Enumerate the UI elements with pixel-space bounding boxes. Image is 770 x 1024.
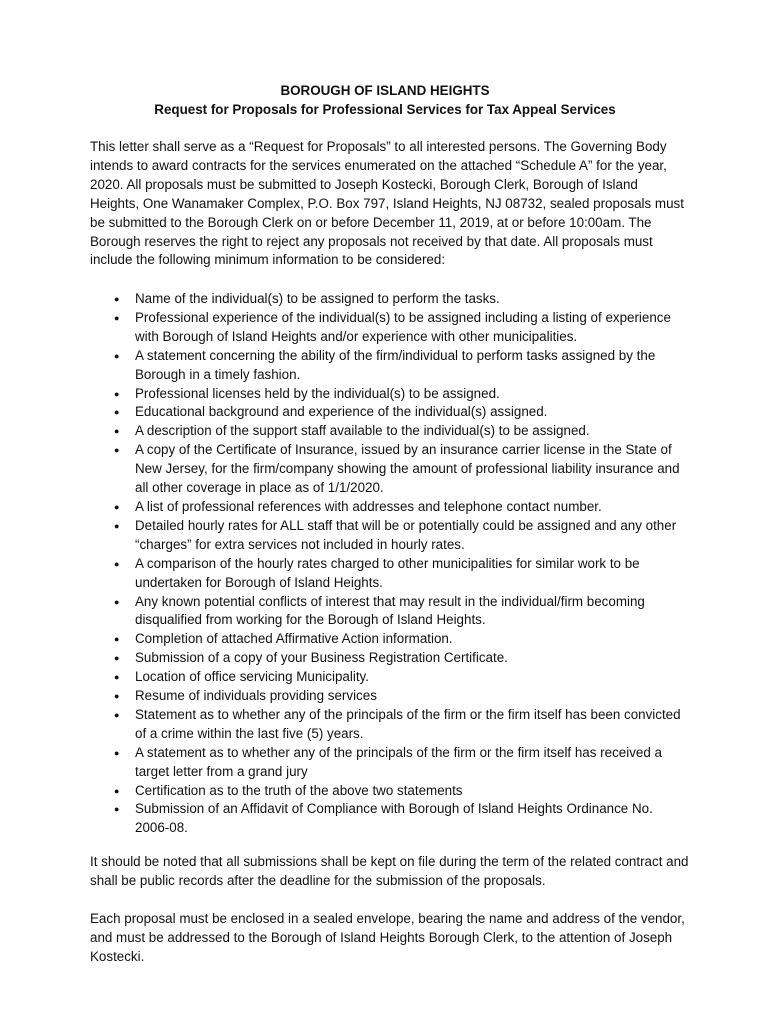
- list-item: [90, 668, 690, 687]
- list-item-text: Certification as to the truth of the above two statements: [135, 782, 463, 798]
- list-item: [90, 630, 690, 649]
- list-item-text: A list of professional references with addresses and telephone contact number.: [135, 498, 602, 514]
- bullet-icon: ●: [114, 804, 120, 815]
- bullet-icon: ●: [114, 709, 120, 720]
- list-item-text: Location of office servicing Municipality.: [135, 669, 369, 685]
- list-item: [90, 309, 690, 347]
- bullet-icon: ●: [114, 294, 120, 304]
- bullet-icon: ●: [114, 785, 120, 796]
- list-item-text: Completion of attached Affirmative Action information.: [135, 631, 453, 647]
- list-item: [90, 649, 690, 668]
- list-item: [90, 403, 690, 422]
- list-item: [90, 593, 690, 631]
- intro-paragraph: This letter shall serve as a “Request for Proposals” to all interested persons. The Governing Body intends to award contracts for the services enumerated on the attached “Schedule A” for the year, 2020. All proposals must be submitted to Joseph Kostecki, Borough Clerk, Borough of Island Heights, One Wanamaker Complex, P.O. Box 797, Island Heights, NJ 08732, sealed proposals must be submitted to the Borough Clerk on or before December 11, 2019, at or before 10:00am. The Borough reserves the right to reject any proposals not received by that date. All proposals must include the following minimum information to be considered:: [90, 139, 684, 268]
- list-item: [90, 555, 690, 593]
- list-item: [90, 347, 690, 385]
- bullet-icon: ●: [114, 653, 120, 664]
- list-item-text: Resume of individuals providing services: [135, 688, 377, 704]
- list-item-text: Professional experience of the individual(s) to be assigned including a listing of experience with Borough of Island Heights and/or experience with other municipalities.: [135, 309, 671, 344]
- bullet-icon: ●: [114, 445, 120, 456]
- list-item-text: Professional licenses held by the individual(s) to be assigned.: [135, 385, 500, 401]
- bullet-icon: ●: [114, 426, 120, 437]
- list-item-text: Detailed hourly rates for ALL staff that will be or potentially could be assigned and any other “charges” for extra services not included in hourly rates.: [135, 517, 677, 552]
- bullet-icon: ●: [114, 520, 120, 531]
- list-item-text: A comparison of the hourly rates charged to other municipalities for similar work to be undertaken for Borough of Island Heights.: [135, 555, 640, 590]
- list-item-text: A copy of the Certificate of Insurance, issued by an insurance carrier license in the State of New Jersey, for the firm/company showing the amount of professional liability insurance and all other coverage in place as of 1/1/2020.: [135, 442, 680, 496]
- list-item: [90, 744, 690, 782]
- bullet-icon: ●: [114, 672, 120, 683]
- bullet-icon: ●: [114, 596, 120, 607]
- bullet-icon: ●: [114, 501, 120, 512]
- bullet-icon: ●: [114, 634, 120, 645]
- list-item: [90, 517, 690, 555]
- bullet-icon: ●: [114, 388, 120, 399]
- list-item-text: A statement as to whether any of the principals of the firm or the firm itself has received a target letter from a grand jury: [135, 744, 662, 779]
- document-title: BOROUGH OF ISLAND HEIGHTS: [280, 83, 490, 98]
- list-item: [90, 385, 690, 404]
- bullet-icon: ●: [114, 407, 120, 418]
- bullet-icon: ●: [114, 312, 120, 323]
- list-item-text: Educational background and experience of the individual(s) assigned.: [135, 404, 548, 420]
- list-item: [90, 706, 690, 744]
- requirements-list: [90, 290, 690, 838]
- list-item-text: Name of the individual(s) to be assigned to perform the tasks.: [135, 291, 500, 306]
- list-item-text: Any known potential conflicts of interest that may result in the individual/firm becoming disqualified from working for the Borough of Island Heights.: [135, 593, 645, 628]
- bullet-icon: ●: [114, 691, 120, 702]
- bullet-icon: ●: [114, 558, 120, 569]
- list-item: [90, 441, 690, 498]
- bullet-icon: ●: [114, 350, 120, 361]
- records-note-paragraph: It should be noted that all submissions shall be kept on file during the term of the related contract and shall be public records after the deadline for the submission of the proposals.: [90, 854, 689, 888]
- list-item: [90, 422, 690, 441]
- list-item-text: Submission of a copy of your Business Registration Certificate.: [135, 650, 508, 666]
- list-item-text: A statement concerning the ability of the firm/individual to perform tasks assigned by the Borough in a timely fashion.: [135, 347, 656, 382]
- list-item-text: Submission of an Affidavit of Compliance with Borough of Island Heights Ordinance No. 2006-08.: [135, 801, 653, 836]
- document-subtitle: Request for Proposals for Professional Services for Tax Appeal Services: [154, 102, 616, 117]
- list-item: [90, 290, 690, 309]
- list-item: [90, 498, 690, 517]
- bullet-icon: ●: [114, 747, 120, 758]
- list-item: [90, 782, 690, 801]
- list-item: [90, 800, 690, 838]
- list-item-text: A description of the support staff available to the individual(s) to be assigned.: [135, 423, 590, 439]
- list-item-text: Statement as to whether any of the principals of the firm or the firm itself has been convicted of a crime within the last five (5) years.: [135, 706, 681, 741]
- list-item: [90, 687, 690, 706]
- sealed-envelope-paragraph: Each proposal must be enclosed in a sealed envelope, bearing the name and address of the vendor, and must be addressed to the Borough of Island Heights Borough Clerk, to the attention of Joseph Kostecki.: [90, 911, 685, 964]
